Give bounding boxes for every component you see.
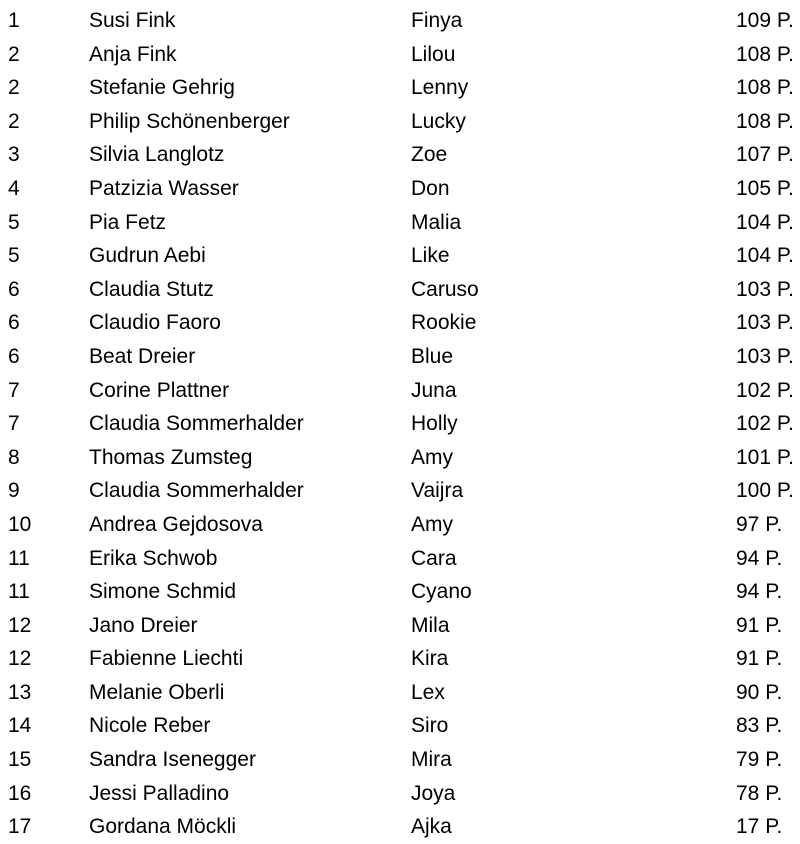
score-cell: 103 P.: [736, 344, 795, 368]
rank-cell: 16: [8, 781, 32, 805]
handler-name-cell: Gudrun Aebi: [89, 244, 206, 268]
dog-name-cell: Rookie: [411, 311, 477, 335]
score-cell: 103 P.: [736, 311, 795, 335]
result-row: [0, 441, 800, 475]
dog-name-cell: Joya: [411, 781, 456, 805]
dog-name-cell: Zoe: [411, 143, 448, 167]
rank-cell: 9: [8, 479, 20, 503]
rank-cell: 1: [8, 9, 20, 32]
rank-cell: 14: [8, 714, 32, 738]
handler-name-cell: Fabienne Liechti: [89, 647, 244, 671]
rank-cell: 11: [8, 580, 30, 604]
handler-name-cell: Erika Schwob: [89, 546, 218, 570]
handler-name-cell: Beat Dreier: [89, 344, 196, 368]
handler-name-cell: Andrea Gejdosova: [89, 512, 263, 536]
result-row: [0, 340, 800, 374]
rank-cell: 3: [8, 143, 20, 167]
result-row: [0, 273, 800, 307]
score-cell: 105 P.: [736, 176, 795, 200]
rank-cell: 2: [8, 42, 20, 66]
handler-name-cell: Susi Fink: [89, 9, 176, 32]
score-cell: 101 P.: [736, 445, 795, 469]
result-row: [0, 407, 800, 441]
result-row: [0, 138, 800, 172]
dog-name-cell: Holly: [411, 412, 458, 436]
dog-name-cell: Vaijra: [411, 479, 464, 503]
handler-name-cell: Anja Fink: [89, 42, 177, 66]
result-row: [0, 743, 800, 777]
dog-name-cell: Juna: [411, 378, 457, 402]
result-row: [0, 810, 800, 844]
dog-name-cell: Mira: [411, 748, 452, 772]
handler-name-cell: Nicole Reber: [89, 714, 211, 738]
rank-cell: 12: [8, 647, 32, 671]
score-cell: 94 P.: [736, 546, 783, 570]
result-row: [0, 105, 800, 139]
dog-name-cell: Kira: [411, 647, 449, 671]
result-row: [0, 206, 800, 240]
handler-name-cell: Melanie Oberli: [89, 680, 225, 704]
result-row: [0, 777, 800, 811]
score-cell: 79 P.: [736, 748, 783, 772]
dog-name-cell: Cara: [411, 546, 457, 570]
handler-name-cell: Claudio Faoro: [89, 311, 221, 335]
result-row: [0, 474, 800, 508]
handler-name-cell: Philip Schönenberger: [89, 109, 290, 133]
result-row: [0, 508, 800, 542]
score-cell: 104 P.: [736, 210, 795, 234]
handler-name-cell: Sandra Isenegger: [89, 748, 256, 772]
score-cell: 108 P.: [736, 42, 795, 66]
handler-name-cell: Claudia Sommerhalder: [89, 412, 304, 436]
result-row: [0, 306, 800, 340]
dog-name-cell: Siro: [411, 714, 449, 738]
result-row: [0, 239, 800, 273]
rank-cell: 5: [8, 244, 20, 268]
dog-name-cell: Cyano: [411, 580, 472, 604]
dog-name-cell: Ajka: [411, 815, 452, 839]
handler-name-cell: Claudia Sommerhalder: [89, 479, 304, 503]
score-cell: 78 P.: [736, 781, 783, 805]
dog-name-cell: Lucky: [411, 109, 466, 133]
rank-cell: 12: [8, 613, 32, 637]
rank-cell: 6: [8, 344, 20, 368]
handler-name-cell: Simone Schmid: [89, 580, 237, 604]
score-cell: 103 P.: [736, 277, 795, 301]
results-table: [0, 4, 800, 844]
dog-name-cell: Amy: [411, 445, 453, 469]
score-cell: 102 P.: [736, 412, 795, 436]
dog-name-cell: Amy: [411, 512, 453, 536]
dog-name-cell: Mila: [411, 613, 450, 637]
rank-cell: 10: [8, 512, 32, 536]
dog-name-cell: Lenny: [411, 76, 469, 100]
rank-cell: 13: [8, 680, 32, 704]
score-cell: 104 P.: [736, 244, 795, 268]
dog-name-cell: Don: [411, 176, 450, 200]
score-cell: 94 P.: [736, 580, 783, 604]
dog-name-cell: Caruso: [411, 277, 479, 301]
score-cell: 109 P.: [736, 9, 795, 32]
rank-cell: 17: [8, 815, 32, 839]
score-cell: 91 P.: [736, 647, 783, 671]
rank-cell: 2: [8, 109, 20, 133]
dog-name-cell: Blue: [411, 344, 454, 368]
rank-cell: 7: [8, 412, 20, 436]
handler-name-cell: Pia Fetz: [89, 210, 167, 234]
rank-cell: 4: [8, 176, 20, 200]
score-cell: 91 P.: [736, 613, 783, 637]
score-cell: 108 P.: [736, 76, 795, 100]
score-cell: 102 P.: [736, 378, 795, 402]
score-cell: 108 P.: [736, 109, 795, 133]
handler-name-cell: Corine Plattner: [89, 378, 230, 402]
result-row: [0, 642, 800, 676]
result-row: [0, 38, 800, 72]
rank-cell: 8: [8, 445, 20, 469]
score-cell: 100 P.: [736, 479, 795, 503]
result-row: [0, 575, 800, 609]
score-cell: 90 P.: [736, 680, 783, 704]
dog-name-cell: Lex: [411, 680, 445, 704]
result-row: [0, 709, 800, 743]
score-cell: 107 P.: [736, 143, 795, 167]
dog-name-cell: Finya: [411, 9, 463, 32]
handler-name-cell: Claudia Stutz: [89, 277, 214, 301]
result-row: [0, 71, 800, 105]
result-row: [0, 542, 800, 576]
handler-name-cell: Patzizia Wasser: [89, 176, 239, 200]
score-cell: 17 P.: [736, 815, 783, 839]
dog-name-cell: Lilou: [411, 42, 456, 66]
rank-cell: 6: [8, 277, 20, 301]
rank-cell: 5: [8, 210, 20, 234]
rank-cell: 7: [8, 378, 20, 402]
handler-name-cell: Jano Dreier: [89, 613, 198, 637]
handler-name-cell: Silvia Langlotz: [89, 143, 225, 167]
rank-cell: 15: [8, 748, 32, 772]
dog-name-cell: Like: [411, 244, 450, 268]
rank-cell: 11: [8, 546, 30, 570]
score-cell: 83 P.: [736, 714, 783, 738]
result-row: [0, 172, 800, 206]
result-row: [0, 676, 800, 710]
handler-name-cell: Gordana Möckli: [89, 815, 237, 839]
result-row: [0, 4, 800, 38]
handler-name-cell: Thomas Zumsteg: [89, 445, 253, 469]
rank-cell: 6: [8, 311, 20, 335]
handler-name-cell: Stefanie Gehrig: [89, 76, 235, 100]
dog-name-cell: Malia: [411, 210, 462, 234]
result-row: [0, 374, 800, 408]
score-cell: 97 P.: [736, 512, 783, 536]
rank-cell: 2: [8, 76, 20, 100]
handler-name-cell: Jessi Palladino: [89, 781, 230, 805]
result-row: [0, 609, 800, 643]
